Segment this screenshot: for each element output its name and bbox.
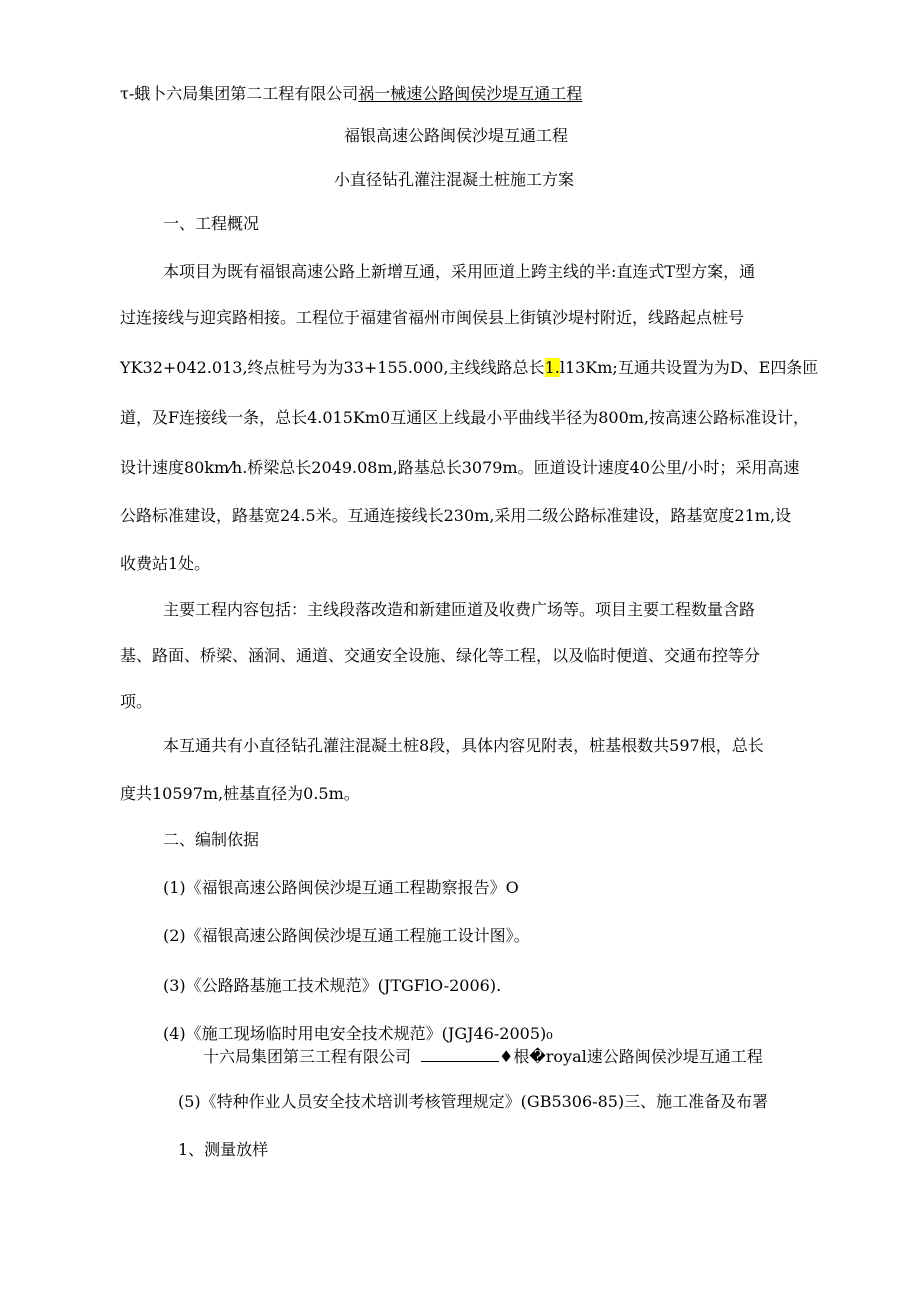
- reference-item-4: (4)《施工现场临时用电安全技术规范》(JGJ46-2005)₀: [163, 1024, 553, 1043]
- text-segment: l13Km;互通共设置为为D、E四条匝: [559, 358, 819, 377]
- header-underline-blank: [421, 1047, 499, 1062]
- header-company: τ-蛾卜六局集团第二工程有限公司: [120, 84, 359, 103]
- text-line: 主要工程内容包括：主线段落改造和新建匝道及收费广场等。项目主要工程数量含路: [163, 600, 756, 619]
- text-line: [120, 358, 818, 378]
- reference-item-1: (1)《福银高速公路闽侯沙堤互通工程勘察报告》O: [163, 878, 519, 897]
- text-segment: YK32+042.013,终点桩号为为33+155.000,主线线路总长: [120, 358, 545, 377]
- text-line: 过连接线与迎宾路相接。工程位于福建省福州市闽侯县上街镇沙堤村附近，线路起点桩号: [120, 308, 745, 327]
- text-line: 设计速度80km⁄h.桥梁总长2049.08m,路基总长3079m。匝道设计速度40公里/小时；采用高速: [120, 458, 800, 477]
- section-heading-basis: 二、编制依据: [163, 830, 260, 849]
- document-title-line2: 小直径钻孔灌注混凝土桩施工方案: [334, 170, 575, 189]
- text-line: 本项目为既有福银高速公路上新增互通，采用匝道上跨主线的半:直连式T型方案，通: [163, 262, 756, 281]
- header-company: 十六局集团第三工程有限公司: [203, 1047, 412, 1066]
- subsection-heading-survey: 1、测量放样: [178, 1140, 269, 1159]
- reference-item-5: (5)《特种作业人员安全技术培训考核管理规定》(GB5306-85)三、施工准备及布署: [178, 1092, 769, 1111]
- text-line: 基、路面、桥梁、涵洞、通道、交通安全设施、绿化等工程，以及临时便道、交通布控等分: [120, 646, 761, 665]
- text-line: 度共10597m,桩基直径为0.5m。: [120, 784, 360, 803]
- running-header-2: [203, 1047, 763, 1067]
- reference-item-2: (2)《福银高速公路闽侯沙堤互通工程施工设计图》。: [163, 926, 530, 945]
- reference-item-3: (3)《公路路基施工技术规范》(JTGFlO-2006).: [163, 976, 502, 995]
- header-project: ♦根�royal速公路闽侯沙堤互通工程: [499, 1047, 763, 1066]
- document-title-line1: 福银高速公路闽侯沙堤互通工程: [344, 126, 569, 145]
- paragraph-pile-summary: [120, 736, 800, 816]
- text-line: 本互通共有小直径钻孔灌注混凝土桩8段，具体内容见附表，桩基根数共597根，总长: [163, 736, 764, 755]
- text-line: 项。: [120, 692, 153, 711]
- header-project: 祸一械速公路闽侯沙堤互通工程: [358, 84, 583, 103]
- highlighted-text: 1.: [544, 358, 560, 377]
- paragraph-project-overview: [120, 262, 819, 582]
- text-line: 收费站1处。: [120, 554, 211, 573]
- paragraph-main-works: [120, 600, 800, 720]
- running-header: [120, 84, 582, 104]
- section-heading-overview: 一、工程概况: [163, 214, 260, 233]
- text-line: 道，及F连接线一条，总长4.015Km0互通区上线最小平曲线半径为800m,按高速公路标准设计，: [120, 408, 810, 427]
- text-line: 公路标准建设，路基宽24.5米。互通连接线长230m,采用二级公路标准建设，路基宽度21m,设: [120, 506, 792, 525]
